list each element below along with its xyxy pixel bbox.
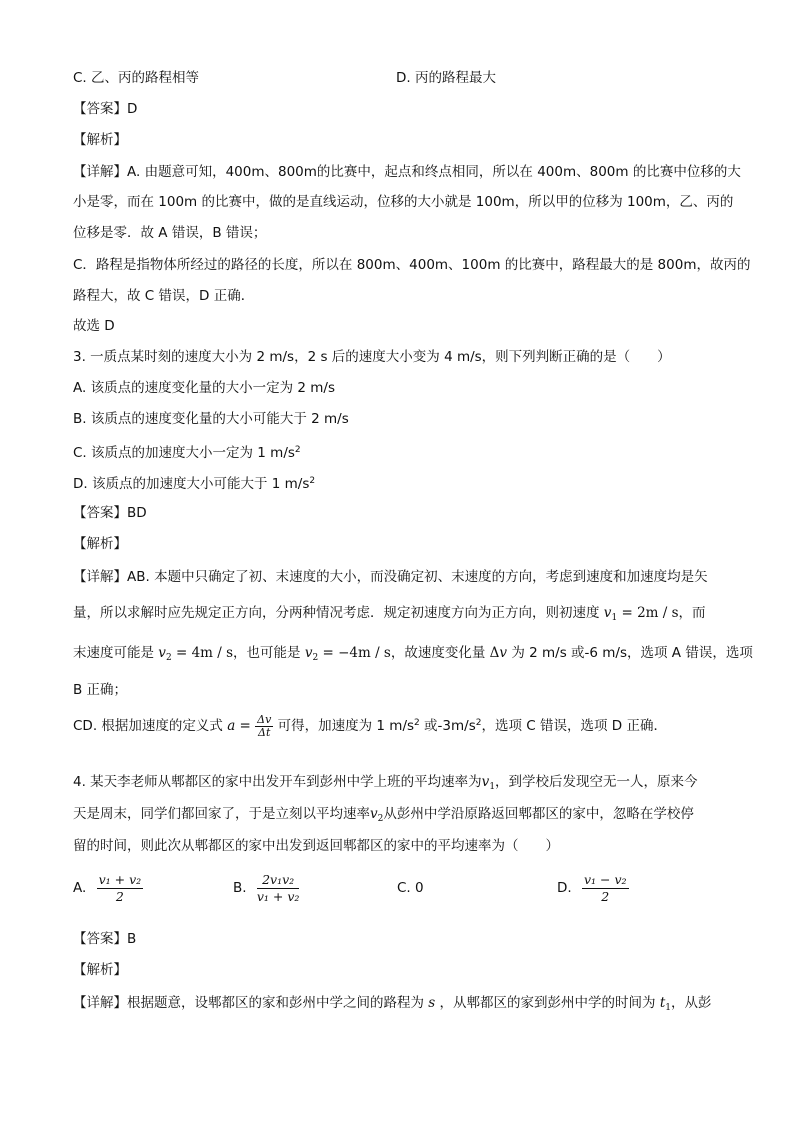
q4-analysis-label: 【解析】 — [73, 962, 127, 978]
q3-detail-line-3: 末速度可能是 $v_2 = 4m / s$，也可能是 $v_2 = -4m / s$，故速度变化量 Δv 为 2 m/s 或-6 m/s，选项 A 错误，选项 — [73, 645, 753, 663]
q2-analysis-label: 【解析】 — [73, 132, 127, 148]
q2-conclusion: 故选 D — [73, 318, 115, 334]
q3-option-a: A. 该质点的速度变化量的大小一定为 2 m/s — [73, 380, 335, 396]
q2-detail-line-4: C．路程是指物体所经过的路径的长度，所以在 800m、400m、100m 的比赛中，路程最大的是 800m，故丙的 — [73, 257, 751, 273]
q3-detail-line-5: CD. 根据加速度的定义式 a = $\frac{\Delta v}{\Delta t}$ 可得，加速度为 1 $m/s^2$ 或$-3m/s^2$，选项 C 错误，选项 D 正确． — [73, 712, 667, 739]
q4-option-d-fraction: $\frac{\text{v₁ − v₂}}{2}$ — [583, 871, 627, 904]
q3-answer: 【答案】BD — [73, 505, 147, 521]
q2-answer: 【答案】D — [73, 101, 138, 117]
q3-option-d: D. 该质点的加速度大小可能大于 1 $m/s^2$ — [73, 476, 316, 492]
q4-option-c: C. 0 — [397, 880, 424, 896]
q3-detail-line-2: 量，所以求解时应先规定正方向，分两种情况考虑．规定初速度方向为正方向，则初速度 $v_1 = 2m / s$，而 — [73, 605, 706, 623]
q3-stem: 3. 一质点某时刻的速度大小为 2 m/s，2 s 后的速度大小变为 4 m/s，则下列判断正确的是（ ） — [73, 349, 671, 365]
q2-detail-line-1: 【详解】A. 由题意可知，400m、800m的比赛中，起点和终点相同，所以在 400m、800m 的比赛中位移的大 — [73, 164, 741, 180]
q4-option-a: A. $\frac{\text{v₁ + v₂}}{2}$ — [73, 871, 142, 904]
q2-detail-line-2: 小是零，而在 100m 的比赛中，做的是直线运动，位移的大小就是 100m，所以甲的位移为 100m，乙、丙的 — [73, 194, 734, 210]
q3-option-b: B. 该质点的速度变化量的大小可能大于 2 m/s — [73, 411, 349, 427]
q4-answer: 【答案】B — [73, 931, 137, 947]
q3-option-c: C. 该质点的加速度大小一定为 1 $m/s^2$ — [73, 445, 301, 461]
q3-analysis-label: 【解析】 — [73, 536, 127, 552]
q4-option-b-fraction: $\frac{\text{2v₁v₂}}{\text{v₁ + v₂}}$ — [256, 871, 300, 904]
q2-option-d: D. 丙的路程最大 — [396, 70, 496, 86]
q3-detail-line-4: B 正确； — [73, 682, 128, 698]
q3-detail-line-1: 【详解】AB. 本题中只确定了初、末速度的大小，而没确定初、末速度的方向，考虑到速度和加速度均是矢 — [73, 569, 708, 585]
q2-detail-line-5: 路程大，故 C 错误，D 正确． — [73, 288, 255, 304]
q2-detail-line-3: 位移是零．故 A 错误，B 错误； — [73, 225, 267, 241]
acceleration-fraction: $\frac{\Delta v}{\Delta t}$ — [257, 712, 272, 739]
q2-option-c: C. 乙、丙的路程相等 — [73, 70, 200, 86]
q4-option-d: D. $\frac{\text{v₁ − v₂}}{2}$ — [557, 871, 627, 904]
q4-stem-line-2: 天是周末，同学们都回家了，于是立刻以平均速率$v_2$从彭州中学沿原路返回郫都区的家中，忽略在学校停 — [73, 806, 694, 824]
q4-stem-line-3: 留的时间，则此次从郫都区的家中出发到返回郫都区的家中的平均速率为（ ） — [73, 838, 559, 854]
q4-option-b: B. $\frac{\text{2v₁v₂}}{\text{v₁ + v₂}}$ — [233, 871, 300, 904]
q4-detail-line-1: 【详解】根据题意，设郫都区的家和彭州中学之间的路程为 s ，从郫都区的家到彭州中学的时间为 $t_1$，从彭 — [73, 995, 712, 1013]
q4-option-a-fraction: $\frac{\text{v₁ + v₂}}{2}$ — [98, 871, 142, 904]
q4-stem-line-1: 4. 某天李老师从郫都区的家中出发开车到彭州中学上班的平均速率为$v_1$，到学校后发现空无一人，原来今 — [73, 774, 698, 792]
